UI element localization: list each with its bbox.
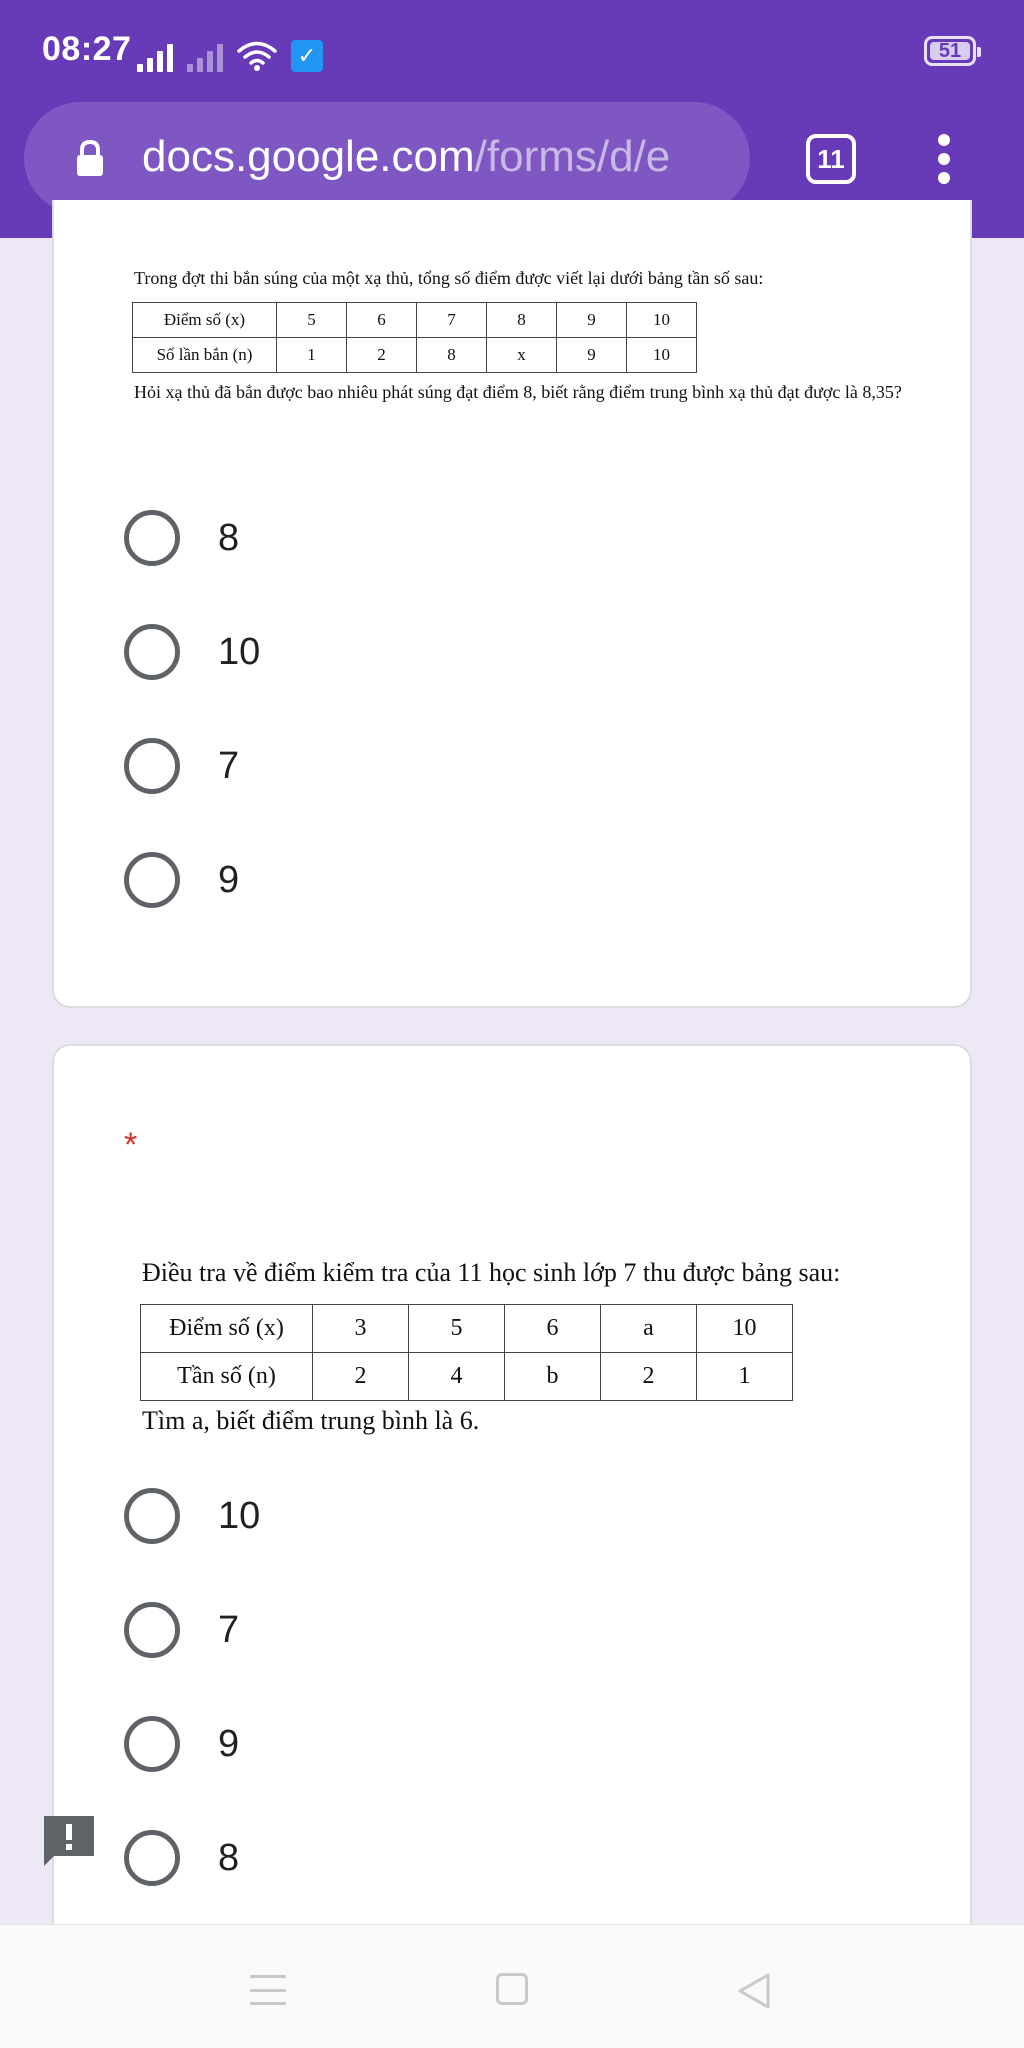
radio-button[interactable]	[124, 738, 180, 794]
option-radio[interactable]	[124, 1714, 239, 1774]
option-label: 10	[218, 1494, 261, 1537]
table-cell: 4	[409, 1353, 505, 1401]
table-cell: 2	[347, 338, 417, 373]
question-2-intro: Điều tra về điểm kiểm tra của 11 học sinh lớp 7 thu được bảng sau:	[142, 1258, 841, 1287]
table-cell: 8	[417, 338, 487, 373]
table-cell: x	[487, 338, 557, 373]
option-label: 8	[218, 1836, 240, 1879]
nav-menu-icon[interactable]	[250, 1975, 286, 2005]
table-cell: Số lần bắn (n)	[133, 338, 277, 373]
table-cell: 1	[697, 1353, 793, 1401]
table-cell: 7	[417, 303, 487, 338]
battery-icon	[924, 36, 976, 66]
table-cell: 2	[313, 1353, 409, 1401]
table-cell: 3	[313, 1305, 409, 1353]
table-cell: Tần số (n)	[141, 1353, 313, 1401]
table-cell: 10	[627, 338, 697, 373]
table-cell: 1	[277, 338, 347, 373]
table-cell: a	[601, 1305, 697, 1353]
option-label: 8	[218, 516, 240, 559]
table-cell: 10	[627, 303, 697, 338]
table-cell: 10	[697, 1305, 793, 1353]
table-cell: 6	[347, 303, 417, 338]
battery-level: 51	[938, 39, 962, 62]
required-marker: *	[124, 1126, 138, 1164]
radio-button[interactable]	[124, 1830, 180, 1886]
table-cell: Điểm số (x)	[133, 303, 277, 338]
signal-icon	[137, 40, 173, 72]
question-2-table	[140, 1304, 793, 1401]
url-host: docs.google.com	[142, 132, 475, 181]
question-2-text: Tìm a, biết điểm trung bình là 6.	[142, 1406, 480, 1435]
option-radio[interactable]	[124, 1600, 239, 1660]
lock-icon	[74, 138, 106, 178]
tabs-button[interactable]	[806, 134, 856, 184]
option-radio[interactable]	[124, 508, 239, 568]
question-card-2	[52, 1044, 972, 2044]
option-radio[interactable]	[124, 736, 239, 796]
option-radio[interactable]	[124, 850, 239, 910]
radio-button[interactable]	[124, 1716, 180, 1772]
table-cell: 9	[557, 338, 627, 373]
option-radio[interactable]	[124, 1828, 239, 1888]
overflow-menu-icon[interactable]	[932, 134, 956, 184]
option-label: 7	[218, 744, 240, 787]
tab-count: 11	[817, 143, 845, 174]
table-row	[141, 1353, 793, 1401]
table-row	[141, 1305, 793, 1353]
url-path: /forms/d/e	[474, 132, 671, 181]
table-cell: 5	[409, 1305, 505, 1353]
radio-button[interactable]	[124, 852, 180, 908]
feedback-icon[interactable]	[40, 1812, 98, 1868]
option-radio[interactable]	[124, 622, 260, 682]
question-1-text: Hỏi xạ thủ đã bắn được bao nhiêu phát súng đạt điểm 8, biết rằng điểm trung bình xạ thủ đạt được là 8,35?	[134, 382, 902, 402]
radio-button[interactable]	[124, 1488, 180, 1544]
option-label: 10	[218, 630, 261, 673]
question-1-table	[132, 302, 697, 373]
nav-back-icon[interactable]	[736, 1971, 772, 2011]
address-bar[interactable]	[24, 102, 750, 214]
radio-button[interactable]	[124, 1602, 180, 1658]
status-time: 08:27	[42, 30, 132, 68]
question-card-1	[52, 200, 972, 1008]
radio-button[interactable]	[124, 624, 180, 680]
wifi-icon	[237, 40, 277, 72]
notification-app-icon: ✓	[291, 40, 323, 72]
table-cell: 9	[557, 303, 627, 338]
table-cell: b	[505, 1353, 601, 1401]
table-cell: 8	[487, 303, 557, 338]
radio-button[interactable]	[124, 510, 180, 566]
signal-secondary-icon	[187, 40, 223, 72]
status-icons	[137, 32, 323, 72]
url-text[interactable]	[142, 132, 742, 182]
system-nav-bar	[0, 1924, 1024, 2048]
status-bar	[0, 0, 1024, 100]
table-row	[133, 338, 697, 373]
option-label: 7	[218, 1608, 240, 1651]
table-cell: 5	[277, 303, 347, 338]
table-cell: Điểm số (x)	[141, 1305, 313, 1353]
option-radio[interactable]	[124, 1486, 260, 1546]
table-cell: 2	[601, 1353, 697, 1401]
table-cell: 6	[505, 1305, 601, 1353]
table-row	[133, 303, 697, 338]
question-1-intro: Trong đợt thi bắn súng của một xạ thủ, tổng số điểm được viết lại dưới bảng tần số sau:	[134, 268, 764, 288]
option-label: 9	[218, 858, 240, 901]
option-label: 9	[218, 1722, 240, 1765]
nav-home-icon[interactable]	[496, 1973, 528, 2005]
